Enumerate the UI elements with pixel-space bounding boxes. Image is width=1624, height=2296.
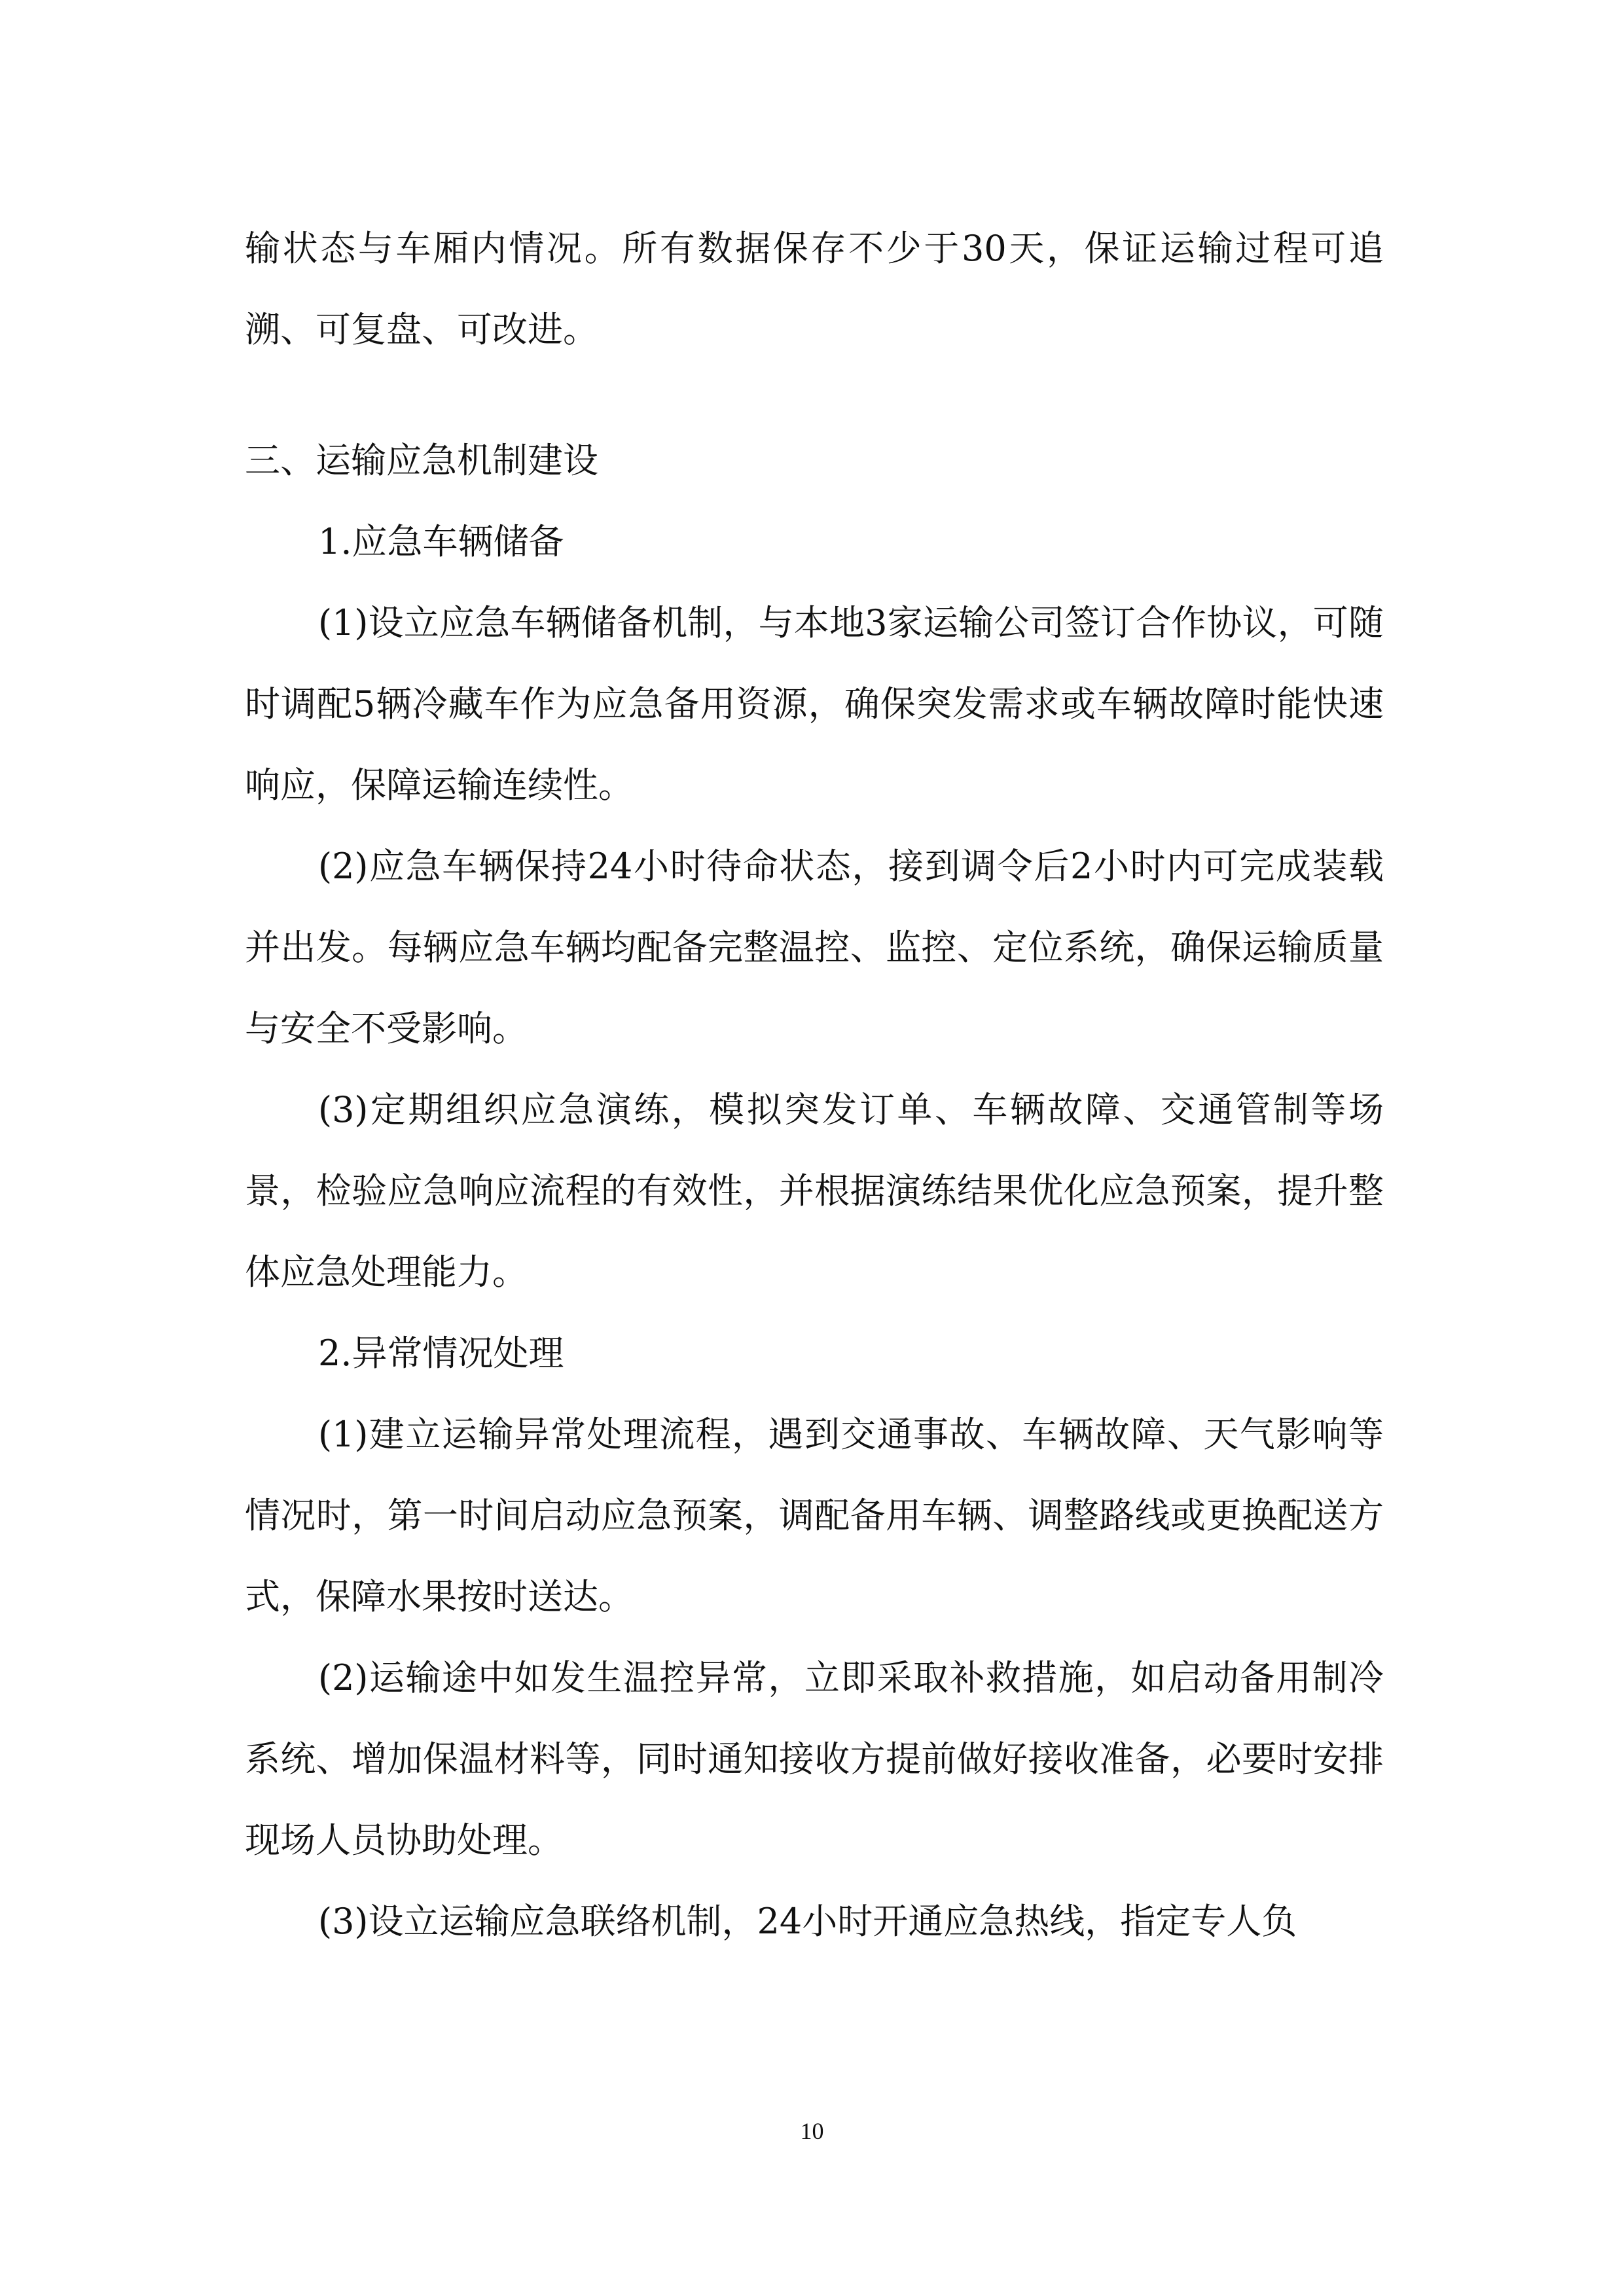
paragraph-emergency-1: (1)设立应急车辆储备机制，与本地3家运输公司签订合作协议，可随时调配5辆冷藏车作为应急备用资源，确保突发需求或车辆故障时能快速响应，保障运输连续性。 [245, 602, 1384, 806]
subheading-exception-handling: 2.异常情况处理 [318, 1333, 564, 1374]
paragraph-emergency-3: (3)定期组织应急演练，模拟突发订单、车辆故障、交通管制等场景，检验应急响应流程的有效性，并根据演练结果优化应急预案，提升整体应急处理能力。 [245, 1089, 1384, 1293]
paragraph-emergency-2: (2)应急车辆保持24小时待命状态，接到调令后2小时内可完成装载并出发。每辆应急车辆均配备完整温控、监控、定位系统，确保运输质量与安全不受影响。 [245, 846, 1384, 1049]
paragraph-exception-2: (2)运输途中如发生温控异常，立即采取补救措施，如启动备用制冷系统、增加保温材料等，同时通知接收方提前做好接收准备，必要时安排现场人员协助处理。 [245, 1657, 1384, 1861]
continuation-paragraph: 输状态与车厢内情况。所有数据保存不少于30天，保证运输过程可追溯、可复盘、可改进。 [245, 228, 1384, 350]
paragraph-exception-3: (3)设立运输应急联络机制，24小时开通应急热线，指定专人负 [318, 1901, 1297, 1942]
subheading-emergency-vehicles: 1.应急车辆储备 [318, 521, 564, 562]
page-number: 10 [800, 2118, 824, 2144]
section-spacer [245, 370, 1384, 420]
paragraph-exception-1: (1)建立运输异常处理流程，遇到交通事故、车辆故障、天气影响等情况时，第一时间启动应急预案，调配备用车辆、调整路线或更换配送方式，保障水果按时送达。 [245, 1414, 1384, 1617]
section-heading: 三、运输应急机制建设 [245, 440, 598, 481]
document-body [245, 208, 1384, 1962]
